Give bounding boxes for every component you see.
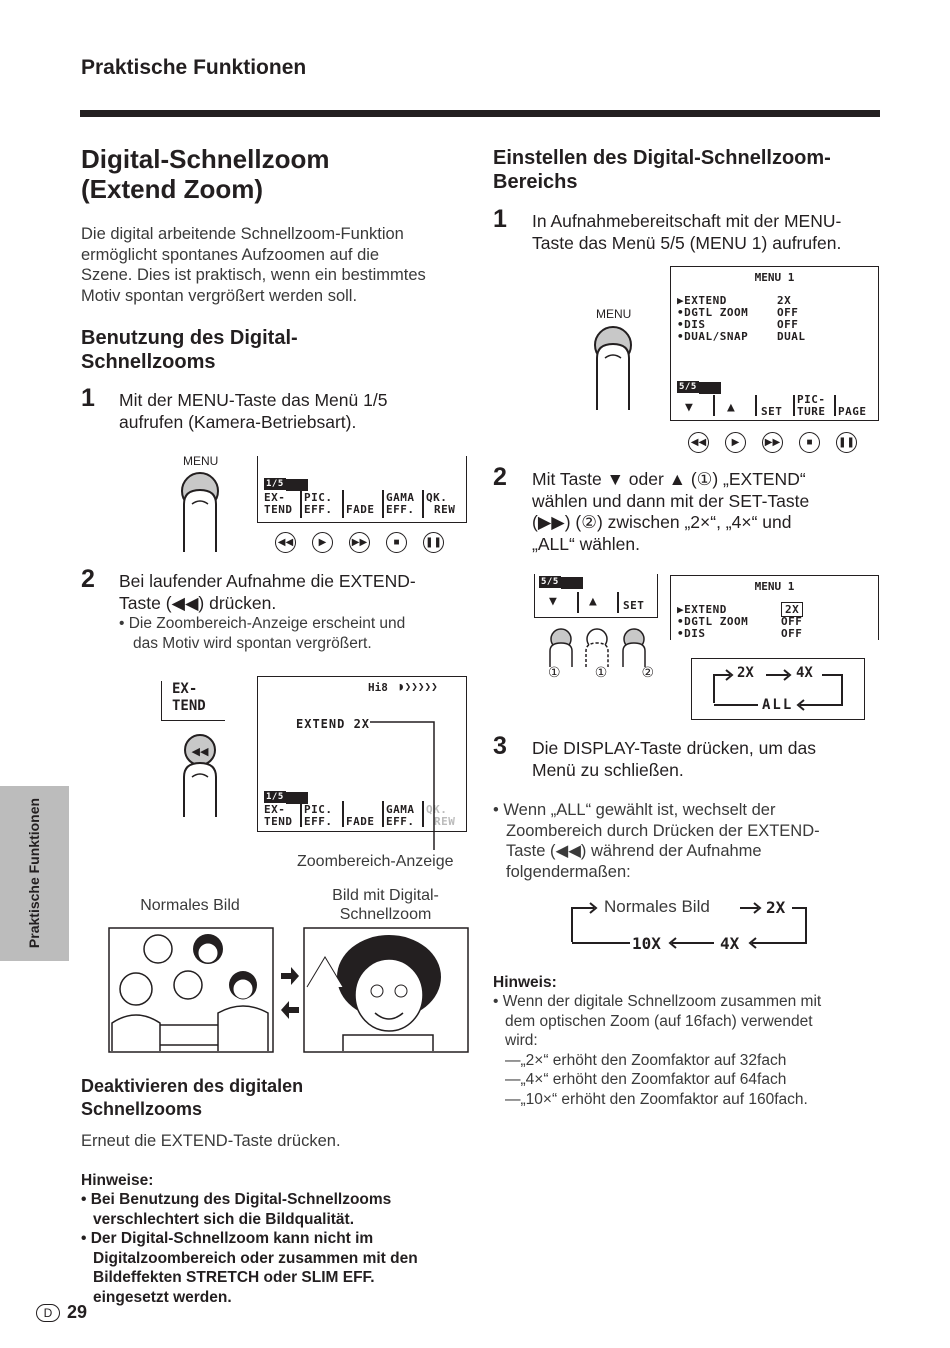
- stop-icon[interactable]: ■: [386, 532, 407, 553]
- step-line: In Aufnahmebereitschaft mit der MENU-: [532, 211, 842, 231]
- up-arrow-icon: ▲: [589, 594, 597, 609]
- callout-line: [368, 712, 440, 852]
- down-arrow-icon: ▼: [685, 400, 693, 415]
- right-step2-text: [532, 469, 809, 555]
- intro-line: Szene. Dies ist praktisch, wenn ein bestimmtes: [81, 266, 426, 284]
- fast-forward-icon[interactable]: ▶▶: [762, 432, 783, 453]
- heading-line: Schnellzooms: [81, 1099, 203, 1119]
- menu-row-label: •DIS: [677, 627, 706, 640]
- lcd-separator: [342, 490, 344, 518]
- bullet-line: • Wenn „ALL“ gewählt ist, wechselt der: [493, 801, 776, 819]
- heading-line: Benutzung des Digital-: [81, 327, 298, 349]
- cycle-diagram-2: [566, 894, 816, 954]
- normal-image-illustration: [108, 927, 274, 1053]
- rewind-icon[interactable]: ◀◀: [275, 532, 296, 553]
- cycle-box-1: [691, 658, 865, 720]
- lcd-separator: [382, 490, 384, 518]
- note-line: eingesetzt werden.: [93, 1288, 232, 1306]
- page-number: 29: [67, 1302, 88, 1322]
- lcd-label: PIC.: [304, 803, 333, 816]
- section-title: Praktische Funktionen: [81, 56, 307, 79]
- digital-image-label: [303, 886, 468, 924]
- all-bullet: [493, 800, 820, 882]
- deactivate-heading: [81, 1075, 303, 1121]
- lcd-label: TEND: [264, 503, 293, 516]
- stop-icon[interactable]: ■: [799, 432, 820, 453]
- heading-line: Einstellen des Digital-Schnellzoom-: [493, 147, 831, 169]
- set-label: SET: [761, 405, 783, 418]
- bullet-line: das Motiv wird spontan vergrößert.: [133, 634, 372, 652]
- hint-line: • Wenn der digitale Schnellzoom zusammen mit: [493, 993, 822, 1010]
- up-arrow-icon: ▲: [727, 400, 735, 415]
- title-line-2: (Extend Zoom): [81, 174, 263, 204]
- sidebar-tab: [0, 786, 69, 961]
- cycle-2x: 2X: [766, 898, 786, 917]
- lcd-label: REW: [434, 815, 456, 828]
- page-label: PAGE: [838, 405, 867, 418]
- lcd-separator: [793, 395, 795, 416]
- menu-badge: 5/5: [679, 382, 697, 392]
- caption-line: Schnellzoom: [339, 906, 432, 923]
- right-step3-text: [532, 738, 816, 781]
- intro-line: ermöglicht spontanes Aufzoomen auf die: [81, 245, 380, 264]
- menu-button-label: MENU: [596, 307, 632, 321]
- control-buttons-1: [275, 532, 444, 553]
- note-line: • Der Digital-Schnellzoom kann nicht im: [81, 1230, 374, 1247]
- fast-forward-icon[interactable]: ▶▶: [349, 532, 370, 553]
- cycle-normal: Normales Bild: [604, 897, 710, 916]
- lcd-btn-pic: [304, 804, 333, 828]
- lcd-btn-fade: FADE: [346, 815, 375, 828]
- page-title: [81, 144, 329, 204]
- menu-row[interactable]: [677, 331, 806, 343]
- finger-label: ①: [548, 664, 561, 680]
- extend-label-line: TEND: [172, 698, 206, 714]
- zoomed-image-illustration: [303, 927, 469, 1053]
- zoom-caption: Zoombereich-Anzeige: [297, 853, 454, 870]
- title-line-1: Digital-Schnellzoom: [81, 144, 330, 174]
- step-line: Die DISPLAY-Taste drücken, um das: [532, 738, 817, 758]
- step-number: 2: [81, 565, 95, 593]
- note-line: • Bei Benutzung des Digital-Schnellzooms: [81, 1191, 392, 1208]
- lcd-btn-extend: [264, 492, 293, 516]
- note-line: Bildeffekten STRETCH oder SLIM EFF.: [93, 1269, 375, 1286]
- menu-row-label: •DUAL/SNAP: [677, 330, 749, 343]
- lcd-label: EX-: [264, 803, 286, 816]
- arrows-icon: [279, 965, 301, 1025]
- step-number: 1: [81, 384, 95, 412]
- step-line: „ALL“ wählen.: [532, 533, 640, 554]
- hint-line: —„2×“ erhöht den Zoomfaktor auf 32fach: [505, 1051, 787, 1069]
- menu-row-value: OFF: [781, 627, 803, 640]
- tape-arrows: ◗❯❯❯❯❯: [398, 680, 438, 693]
- control-buttons-2: [688, 432, 857, 453]
- svg-text:◀◀: ◀◀: [191, 745, 209, 758]
- menu-badge: 1/5: [266, 792, 284, 802]
- finger-menu-icon: [590, 322, 638, 412]
- finger-label: ①: [594, 664, 608, 680]
- battery-icon: [561, 577, 583, 589]
- hint-line: dem optischen Zoom (auf 16fach) verwendet: [505, 1012, 813, 1030]
- pause-icon[interactable]: ❚❚: [423, 532, 444, 553]
- menu-row-value: OFF: [777, 306, 799, 319]
- lcd-separator: [577, 592, 579, 613]
- lcd-separator: [342, 801, 344, 827]
- bullet-line: Zoombereich durch Drücken der EXTEND-: [506, 821, 820, 840]
- cycle-all: ALL: [762, 697, 794, 713]
- cycle-4x: 4X: [720, 934, 740, 953]
- lcd-separator: [713, 395, 715, 416]
- notes-heading: Hinweise:: [81, 1172, 154, 1189]
- heading-line: Schnellzooms: [81, 351, 216, 373]
- finger-extend-icon: [176, 733, 224, 821]
- intro-line: Die digital arbeitende Schnellzoom-Funktion: [81, 225, 404, 243]
- step-line: Mit Taste ▼ oder ▲ (①) „EXTEND“: [532, 469, 806, 489]
- lcd-separator: [300, 801, 302, 827]
- hint-line: —„10×“ erhöht den Zoomfaktor auf 160fach.: [505, 1090, 808, 1108]
- lcd-label: GAMA: [386, 803, 415, 816]
- step2-bullet: [119, 614, 405, 653]
- sidebar-label: Praktische Funktionen: [26, 797, 42, 949]
- note-line: Digitalzoombereich oder zusammen mit den: [93, 1249, 418, 1267]
- step-line: Taste das Menü 5/5 (MENU 1) aufrufen.: [532, 232, 842, 253]
- battery-icon: [286, 479, 308, 491]
- menu-title: MENU 1: [754, 271, 795, 284]
- menu-rows: [677, 295, 806, 343]
- menu-badge: 5/5: [541, 577, 559, 587]
- heading-line: Deaktivieren des digitalen: [81, 1076, 304, 1096]
- battery-icon: [699, 382, 721, 394]
- step-line: Taste (◀◀) drücken.: [119, 592, 277, 613]
- step-line: Bei laufender Aufnahme die EXTEND-: [119, 571, 416, 591]
- intro-paragraph: [81, 224, 426, 306]
- lcd-btn-fade: FADE: [346, 503, 375, 516]
- menu-title: MENU 1: [754, 580, 795, 593]
- lcd-label: EX-: [264, 491, 286, 504]
- right-step1-text: [532, 211, 841, 254]
- bullet-line: Taste (◀◀) während der Aufnahme: [506, 842, 762, 860]
- menu-row-value: OFF: [777, 318, 799, 331]
- step-number: 2: [493, 463, 507, 491]
- lcd-label: TEND: [264, 815, 293, 828]
- cycle-4x: 4X: [796, 665, 813, 681]
- set-label: SET: [623, 599, 645, 612]
- menu-row-value: 2X: [777, 294, 792, 307]
- lcd-btn-pic: [304, 492, 333, 516]
- step-line: Menü zu schließen.: [532, 759, 684, 780]
- menu-row-label: ▶EXTEND: [677, 603, 727, 616]
- lcd-label: EFF.: [304, 503, 333, 516]
- hint-line: —„4×“ erhöht den Zoomfaktor auf 64fach: [505, 1071, 787, 1088]
- menu1-screen-partial: [670, 575, 879, 640]
- lcd-label: EFF.: [386, 815, 415, 828]
- step-line: aufrufen (Kamera-Betriebsart).: [119, 411, 357, 432]
- lcd-btn-extend: [264, 804, 293, 828]
- menu-rows: [677, 604, 803, 640]
- play-icon[interactable]: ▶: [312, 532, 333, 553]
- rewind-icon[interactable]: ◀◀: [688, 432, 709, 453]
- lcd-bar-1: [257, 456, 467, 523]
- lcd-separator: [422, 490, 424, 518]
- menu-row-label: •DIS: [677, 318, 706, 331]
- menu-row-label: ▶EXTEND: [677, 294, 727, 307]
- menu-row-value-selected: 2X: [781, 602, 803, 617]
- step-number: 3: [493, 732, 507, 760]
- extend-indicator: EXTEND 2X: [296, 717, 371, 731]
- lcd-label: QK.: [426, 491, 448, 504]
- lcd-separator: [300, 490, 302, 518]
- play-icon[interactable]: ▶: [725, 432, 746, 453]
- lcd-separator: [755, 395, 757, 416]
- down-arrow-icon: ▼: [549, 594, 557, 609]
- lcd-label: QK.: [426, 803, 448, 816]
- right-title: [493, 146, 831, 194]
- finger-labels: [548, 664, 654, 681]
- lcd-btn-qkrew: [426, 492, 455, 516]
- normal-image-label: Normales Bild: [140, 897, 240, 914]
- extend-label-box: [161, 681, 225, 721]
- menu-row[interactable]: [677, 628, 803, 640]
- lcd-label: EFF.: [386, 503, 415, 516]
- bullet-line: folgendermaßen:: [506, 862, 631, 881]
- menu-row-value: DUAL: [777, 330, 806, 343]
- hi8-indicator: Hi8: [368, 681, 388, 694]
- lcd-label: GAMA: [386, 491, 415, 504]
- finger-label: ②: [641, 664, 654, 680]
- lcd-label: EFF.: [304, 815, 333, 828]
- picture-label: PIC- TURE: [797, 393, 826, 418]
- extend-label-line: EX-: [172, 681, 198, 697]
- lcd-btn-gama: [386, 492, 415, 516]
- hint-line: wird:: [505, 1032, 538, 1049]
- cycle-10x: 10X: [632, 934, 661, 953]
- usage-heading: [81, 326, 298, 374]
- step2-text: [119, 571, 416, 614]
- lcd-separator: [834, 395, 836, 416]
- deactivate-text: Erneut die EXTEND-Taste drücken.: [81, 1132, 341, 1150]
- caption-line: Bild mit Digital-: [332, 887, 439, 904]
- menu-badge: 1/5: [266, 479, 284, 489]
- header-rule: [80, 110, 880, 117]
- heading-line: Bereichs: [493, 171, 578, 193]
- note-line: verschlechtert sich die Bildqualität.: [93, 1210, 354, 1228]
- step-line: (▶▶) (②) zwischen „2×“, „4×“ und: [532, 512, 792, 532]
- lcd-label: REW: [434, 503, 456, 516]
- hint-text: [493, 992, 821, 1109]
- step-line: Mit der MENU-Taste das Menü 1/5: [119, 390, 388, 410]
- hint-heading: Hinweis:: [493, 974, 557, 991]
- lcd-label: PIC.: [304, 491, 333, 504]
- menu-row-value: OFF: [781, 615, 803, 628]
- notes-list: [81, 1190, 418, 1307]
- language-badge: D: [36, 1304, 60, 1322]
- step-number: 1: [493, 205, 507, 233]
- cycle-2x: 2X: [737, 665, 754, 681]
- menu-row-label: •DGTL ZOOM: [677, 615, 749, 628]
- menu1-screen: [670, 266, 879, 421]
- menu-row-label: •DGTL ZOOM: [677, 306, 749, 319]
- menu-button-label: MENU: [183, 454, 219, 468]
- lcd-separator: [617, 592, 619, 613]
- step1-text: [119, 390, 387, 433]
- step-line: wählen und dann mit der SET-Taste: [532, 490, 810, 511]
- finger-menu-icon: [176, 468, 224, 556]
- small-lcd-bar: [534, 574, 658, 618]
- pause-icon[interactable]: ❚❚: [836, 432, 857, 453]
- bullet-line: • Die Zoombereich-Anzeige erscheint und: [119, 615, 406, 632]
- intro-line: Motiv spontan vergrößert werden soll.: [81, 286, 358, 305]
